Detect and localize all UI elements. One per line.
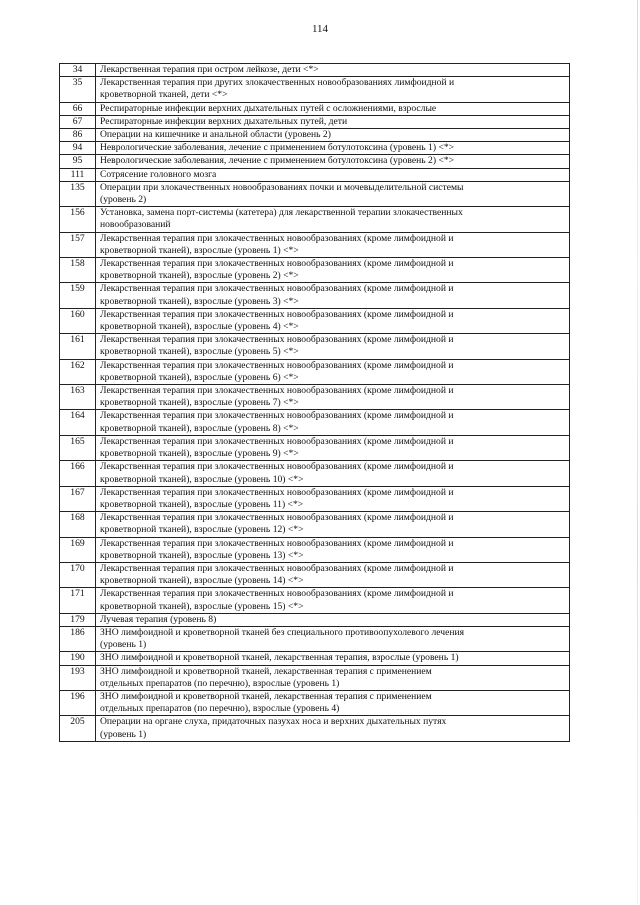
row-name-line: Неврологические заболевания, лечение с применением ботулотоксина (уровень 1) <*> [100, 142, 455, 154]
row-name-line: кроветворной тканей, дети <*> [100, 89, 228, 101]
row-number-cell: 158 [60, 258, 96, 283]
row-name-line: (уровень 1) [100, 639, 147, 651]
row-name-cell [96, 77, 570, 102]
row-name-cell [96, 129, 570, 142]
row-name-cell [96, 486, 570, 511]
row-name-cell [96, 168, 570, 181]
table-row [60, 537, 570, 562]
table-body [60, 64, 570, 742]
row-name-line: отдельных препаратов (по перечню), взрослые (уровень 1) [100, 677, 340, 689]
row-number-cell: 166 [60, 461, 96, 486]
row-name-cell [96, 588, 570, 613]
row-name-cell [96, 537, 570, 562]
row-number-cell: 205 [60, 716, 96, 741]
row-number-cell: 94 [60, 142, 96, 155]
table-row [60, 142, 570, 155]
row-number-cell: 169 [60, 537, 96, 562]
row-name-line: (уровень 2) [100, 194, 147, 206]
row-name-line: Лекарственная терапия при злокачественных новообразованиях (кроме лимфоидной и [100, 359, 454, 371]
row-name-cell [96, 334, 570, 359]
table-row [60, 652, 570, 665]
row-name-line: Лекарственная терапия при злокачественных новообразованиях (кроме лимфоидной и [100, 410, 454, 422]
row-name-line: Лекарственная терапия при других злокачественных новообразованиях лимфоидной и [100, 77, 455, 89]
row-number-cell: 161 [60, 334, 96, 359]
row-name-line: кроветворной тканей), взрослые (уровень 8) <*> [100, 422, 299, 434]
row-number-cell: 160 [60, 308, 96, 333]
table-row [60, 168, 570, 181]
row-name-cell [96, 232, 570, 257]
row-name-cell [96, 283, 570, 308]
row-name-cell [96, 716, 570, 741]
table-row [60, 665, 570, 690]
row-name-line: ЗНО лимфоидной и кроветворной тканей, лекарственная терапия с применением [100, 665, 432, 677]
table-row [60, 181, 570, 206]
row-name-cell [96, 665, 570, 690]
row-name-line: Операции при злокачественных новообразованиях почки и мочевыделительной системы [100, 181, 464, 193]
row-name-line: кроветворной тканей), взрослые (уровень 9) <*> [100, 448, 299, 460]
table-row [60, 359, 570, 384]
row-name-cell [96, 410, 570, 435]
row-name-line: (уровень 1) [100, 728, 147, 740]
table-row [60, 64, 570, 77]
row-name-line: кроветворной тканей), взрослые (уровень 10) <*> [100, 473, 304, 485]
table-row [60, 486, 570, 511]
table-row [60, 410, 570, 435]
table-row [60, 690, 570, 715]
row-name-cell [96, 258, 570, 283]
table-row [60, 258, 570, 283]
table-row [60, 308, 570, 333]
row-number-cell: 164 [60, 410, 96, 435]
row-name-line: Лекарственная терапия при злокачественных новообразованиях (кроме лимфоидной и [100, 283, 454, 295]
row-name-line: Лекарственная терапия при остром лейкозе, дети <*> [100, 64, 319, 75]
table-row [60, 626, 570, 651]
row-name-line: Неврологические заболевания, лечение с применением ботулотоксина (уровень 2) <*> [100, 155, 455, 167]
row-name-cell [96, 115, 570, 128]
table-row [60, 77, 570, 102]
row-name-line: Лекарственная терапия при злокачественных новообразованиях (кроме лимфоидной и [100, 435, 454, 447]
row-name-cell [96, 652, 570, 665]
row-number-cell: 179 [60, 613, 96, 626]
row-name-cell [96, 181, 570, 206]
table-row [60, 129, 570, 142]
table-row [60, 102, 570, 115]
row-name-line: кроветворной тканей), взрослые (уровень 7) <*> [100, 397, 299, 409]
row-number-cell: 86 [60, 129, 96, 142]
row-name-line: Лекарственная терапия при злокачественных новообразованиях (кроме лимфоидной и [100, 461, 454, 473]
row-number-cell: 196 [60, 690, 96, 715]
row-name-line: кроветворной тканей), взрослые (уровень 1) <*> [100, 244, 299, 256]
row-name-line: Лекарственная терапия при злокачественных новообразованиях (кроме лимфоидной и [100, 486, 454, 498]
row-name-cell [96, 613, 570, 626]
row-name-cell [96, 562, 570, 587]
row-name-cell [96, 308, 570, 333]
row-name-line: ЗНО лимфоидной и кроветворной тканей, лекарственная терапия, взрослые (уровень 1) [100, 652, 459, 664]
row-name-line: новообразований [100, 219, 171, 231]
table-row [60, 283, 570, 308]
row-name-line: Лекарственная терапия при злокачественных новообразованиях (кроме лимфоидной и [100, 512, 454, 524]
row-name-cell [96, 142, 570, 155]
row-name-cell [96, 207, 570, 232]
row-name-cell [96, 626, 570, 651]
row-number-cell: 35 [60, 77, 96, 102]
row-name-line: Лекарственная терапия при злокачественных новообразованиях (кроме лимфоидной и [100, 537, 454, 549]
row-name-line: Лекарственная терапия при злокачественных новообразованиях (кроме лимфоидной и [100, 308, 454, 320]
row-name-line: Респираторные инфекции верхних дыхательных путей с осложнениями, взрослые [100, 102, 437, 114]
row-name-line: кроветворной тканей), взрослые (уровень 14) <*> [100, 575, 304, 587]
row-name-cell [96, 64, 570, 77]
row-name-line: кроветворной тканей), взрослые (уровень 12) <*> [100, 524, 304, 536]
row-name-line: Операции на органе слуха, придаточных пазухах носа и верхних дыхательных путях [100, 716, 447, 728]
row-number-cell: 162 [60, 359, 96, 384]
table-row [60, 115, 570, 128]
table-row [60, 334, 570, 359]
row-name-cell [96, 359, 570, 384]
row-number-cell: 34 [60, 64, 96, 77]
row-number-cell: 111 [60, 168, 96, 181]
table-row [60, 588, 570, 613]
table-row [60, 461, 570, 486]
row-name-line: ЗНО лимфоидной и кроветворной тканей без специального противоопухолевого лечения [100, 626, 465, 638]
table-row [60, 613, 570, 626]
row-number-cell: 186 [60, 626, 96, 651]
row-name-line: ЗНО лимфоидной и кроветворной тканей, лекарственная терапия с применением [100, 690, 432, 702]
row-name-cell [96, 690, 570, 715]
row-name-line: кроветворной тканей), взрослые (уровень 11) <*> [100, 498, 304, 510]
row-name-line: Лекарственная терапия при злокачественных новообразованиях (кроме лимфоидной и [100, 385, 454, 397]
row-name-line: Установка, замена порт-системы (катетера) для лекарственной терапии злокачественных [100, 207, 463, 219]
row-number-cell: 163 [60, 385, 96, 410]
row-name-line: кроветворной тканей), взрослые (уровень 6) <*> [100, 371, 299, 383]
row-name-line: Лекарственная терапия при злокачественных новообразованиях (кроме лимфоидной и [100, 562, 454, 574]
table-row [60, 207, 570, 232]
row-name-line: кроветворной тканей), взрослые (уровень 13) <*> [100, 549, 304, 561]
row-number-cell: 167 [60, 486, 96, 511]
row-name-line: Лекарственная терапия при злокачественных новообразованиях (кроме лимфоидной и [100, 588, 454, 600]
row-number-cell: 165 [60, 435, 96, 460]
table-row [60, 512, 570, 537]
row-name-cell [96, 435, 570, 460]
kcg-table [59, 63, 570, 742]
row-name-line: кроветворной тканей), взрослые (уровень 4) <*> [100, 321, 299, 333]
row-number-cell: 95 [60, 155, 96, 168]
row-name-cell [96, 385, 570, 410]
row-name-line: Сотрясение головного мозга [100, 168, 217, 180]
row-name-line: Лекарственная терапия при злокачественных новообразованиях (кроме лимфоидной и [100, 232, 454, 244]
row-number-cell: 67 [60, 115, 96, 128]
row-name-line: Лекарственная терапия при злокачественных новообразованиях (кроме лимфоидной и [100, 334, 454, 346]
row-name-line: Лекарственная терапия при злокачественных новообразованиях (кроме лимфоидной и [100, 258, 454, 270]
table-row [60, 155, 570, 168]
row-name-line: Операции на кишечнике и анальной области (уровень 2) [100, 129, 331, 141]
row-name-line: кроветворной тканей), взрослые (уровень 5) <*> [100, 346, 299, 358]
row-number-cell: 193 [60, 665, 96, 690]
row-name-line: кроветворной тканей), взрослые (уровень 3) <*> [100, 295, 299, 307]
row-number-cell: 190 [60, 652, 96, 665]
row-number-cell: 157 [60, 232, 96, 257]
row-number-cell: 159 [60, 283, 96, 308]
row-number-cell: 135 [60, 181, 96, 206]
scan-edge [637, 0, 638, 905]
table-row [60, 232, 570, 257]
row-name-cell [96, 461, 570, 486]
row-name-line: Респираторные инфекции верхних дыхательных путей, дети [100, 115, 348, 127]
row-name-line: Лучевая терапия (уровень 8) [100, 613, 217, 625]
row-name-cell [96, 155, 570, 168]
row-name-line: кроветворной тканей), взрослые (уровень 15) <*> [100, 600, 304, 612]
row-number-cell: 168 [60, 512, 96, 537]
row-number-cell: 171 [60, 588, 96, 613]
row-name-line: отдельных препаратов (по перечню), взрослые (уровень 4) [100, 703, 340, 715]
row-name-line: кроветворной тканей), взрослые (уровень 2) <*> [100, 270, 299, 282]
table-row [60, 716, 570, 741]
row-name-cell [96, 512, 570, 537]
row-number-cell: 170 [60, 562, 96, 587]
row-number-cell: 66 [60, 102, 96, 115]
table-row [60, 435, 570, 460]
page-number: 114 [311, 23, 329, 35]
row-name-cell [96, 102, 570, 115]
table-row [60, 562, 570, 587]
row-number-cell: 156 [60, 207, 96, 232]
table-row [60, 385, 570, 410]
